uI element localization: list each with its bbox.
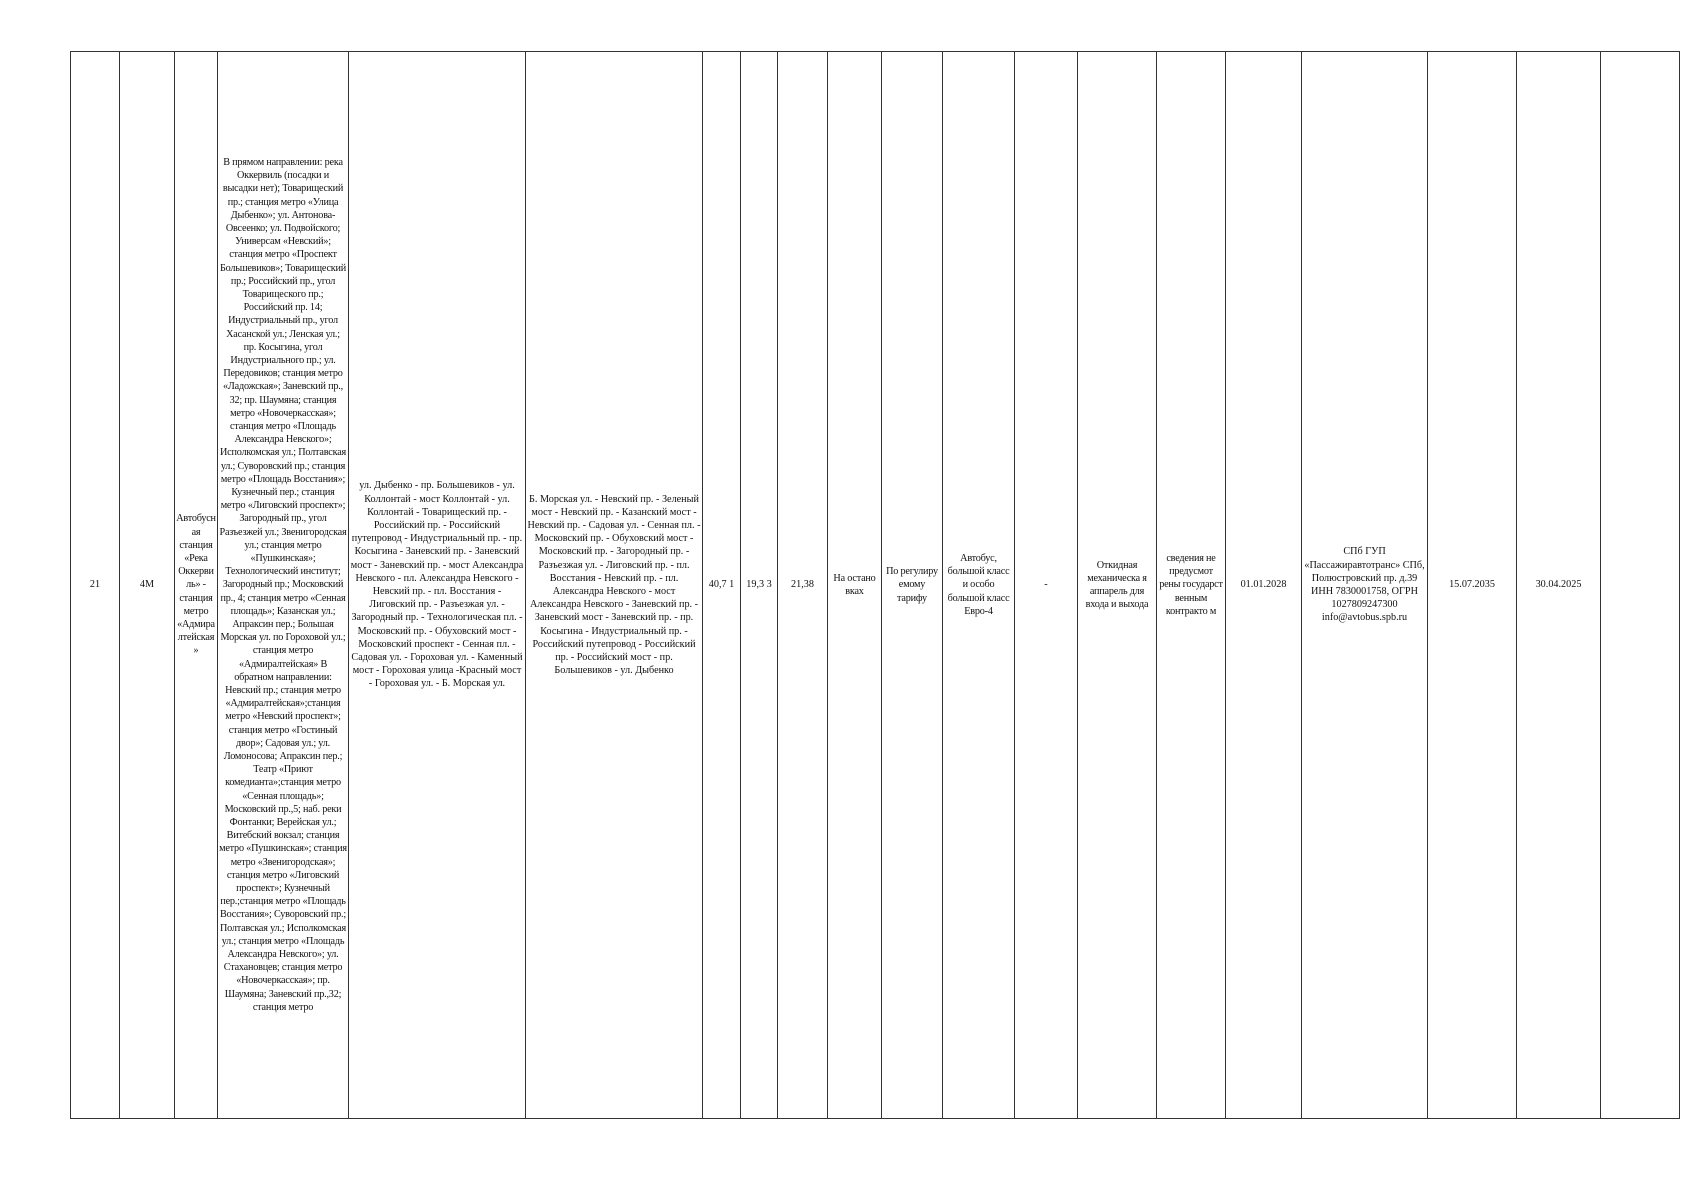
equipment-cell: Откидная механическа я аппарель для входа и выхода bbox=[1078, 52, 1157, 1119]
length-backward-cell: 19,3 3 bbox=[741, 52, 778, 1119]
route-name-cell: Автобусная станция «Река Оккервиль» - станция метро «Адмиралтейская» bbox=[175, 52, 218, 1119]
extra-cell bbox=[1601, 52, 1680, 1119]
streets-backward-cell: Б. Морская ул. - Невский пр. - Зеленый мост - Невский пр. - Казанский мост - Невский пр. - Садовая ул. - Сенная пл. - Московский пр. - Обуховский мост - Московский пр. - Загородный пр. - Разъезжая ул. - Лиговский пр. - пл. Восстания - Невский пр. - пл. Александра Невского - мост Александра Невского - Заневский пр. - Заневский мост - Заневский пр. - пр. Косыгина - Индустриальный пр. - Российский путепровод - Российский пр. - Российский мост - пр. Большевиков - ул. Дыбенко bbox=[526, 52, 703, 1119]
route-register-table bbox=[70, 51, 1680, 1119]
date-b-cell: 30.04.2025 bbox=[1517, 52, 1601, 1119]
vehicle-cell: Автобус, большой класс и особо большой класс Евро-4 bbox=[943, 52, 1015, 1119]
table-row bbox=[71, 52, 1680, 1119]
stops-cell: В прямом направлении: река Оккервиль (посадки и высадки нет); Товарищеский пр.; станция метро «Улица Дыбенко»; ул. Антонова-Овсеенко; ул. Подвойского; Универсам «Невский»; станция метро «Проспект Большевиков»; Товарищеский пр.; Российский пр., угол Товарищеского пр.; Российский пр. 14; Индустриальный пр., угол Хасанской ул.; Ленская ул.; пр. Косыгина, угол Индустриального пр.; ул. Передовиков; станция метро «Ладожская»; Заневский пр., 32; пр. Шаумяна; станция метро «Новочеркасская»; станция метро «Площадь Александра Невского»; Исполкомская ул.; Полтавская ул.; Суворовский пр.; станция метро «Площадь Восстания»; Кузнечный пер.; станция метро «Лиговский проспект»; Загородный пр., угол Разъезжей ул.; Звенигородская ул.; станция метро «Пушкинская»; Технологический институт; Загородный пр.; Московский пр., 4; станция метро «Сенная площадь»; Казанская ул.; Апраксин пер.; Большая Морская ул. по Гороховой ул.; станция метро «Адмиралтейская» В обратном направлении: Невский пр.; станция метро «Адмиралтейская»;станция метро «Невский проспект»; станция метро «Гостиный двор»; Садовая ул.; ул. Ломоносова; Апраксин пер.; Театр «Приют комедианта»;станция метро «Сенная площадь»; Московский пр.,5; наб. реки Фонтанки; Верейская ул.; Витебский вокзал; станция метро «Пушкинская»; станция метро «Звенигородская»; станция метро «Лиговский проспект»; Кузнечный пер.;станция метро «Площадь Восстания»; Суворовский пр.; Полтавская ул.; Исполкомская ул.; станция метро «Площадь Александра Невского»; ул. Стахановцев; станция метро «Новочеркасская»; пр. Шаумяна; Заневский пр.,32; станция метро bbox=[218, 52, 349, 1119]
length-forward-cell: 40,7 1 bbox=[703, 52, 741, 1119]
contract-info-cell: сведения не предусмот рены государст венным контракто м bbox=[1157, 52, 1226, 1119]
tariff-cell: По регулиру емому тарифу bbox=[882, 52, 943, 1119]
length-total-cell: 21,38 bbox=[778, 52, 828, 1119]
carrier-cell: СПб ГУП «Пассажиравтотранс» СПб, Полюстровский пр. д.39 ИНН 7830001758, ОГРН 1027809247300 info@avtobus.spb.ru bbox=[1302, 52, 1428, 1119]
reg-number-cell: 21 bbox=[71, 52, 120, 1119]
vehicle-count-cell: - bbox=[1015, 52, 1078, 1119]
streets-forward-cell: ул. Дыбенко - пр. Большевиков - ул. Коллонтай - мост Коллонтай - ул. Коллонтай - Товарищеский пр. - Российский пр. - Российский путепровод - Индустриальный пр. - пр. Косыгина - Заневский пр. - Заневский мост - Заневский пр. - мост Александра Невского - пл. Александра Невского - Невский пр. - пл. Восстания - Лиговский пр. - Разъезжая ул. - Загородный пр. - Технологическая пл. - Московский пр. - Обуховский мост - Московский проспект - Сенная пл. - Садовая ул. - Гороховая ул. - Каменный мост - Гороховая улица -Красный мост - Гороховая ул. - Б. Морская ул. bbox=[349, 52, 526, 1119]
boarding-cell: На остано вках bbox=[828, 52, 882, 1119]
date-a-cell: 15.07.2035 bbox=[1428, 52, 1517, 1119]
route-number-cell: 4М bbox=[120, 52, 175, 1119]
start-date-cell: 01.01.2028 bbox=[1226, 52, 1302, 1119]
